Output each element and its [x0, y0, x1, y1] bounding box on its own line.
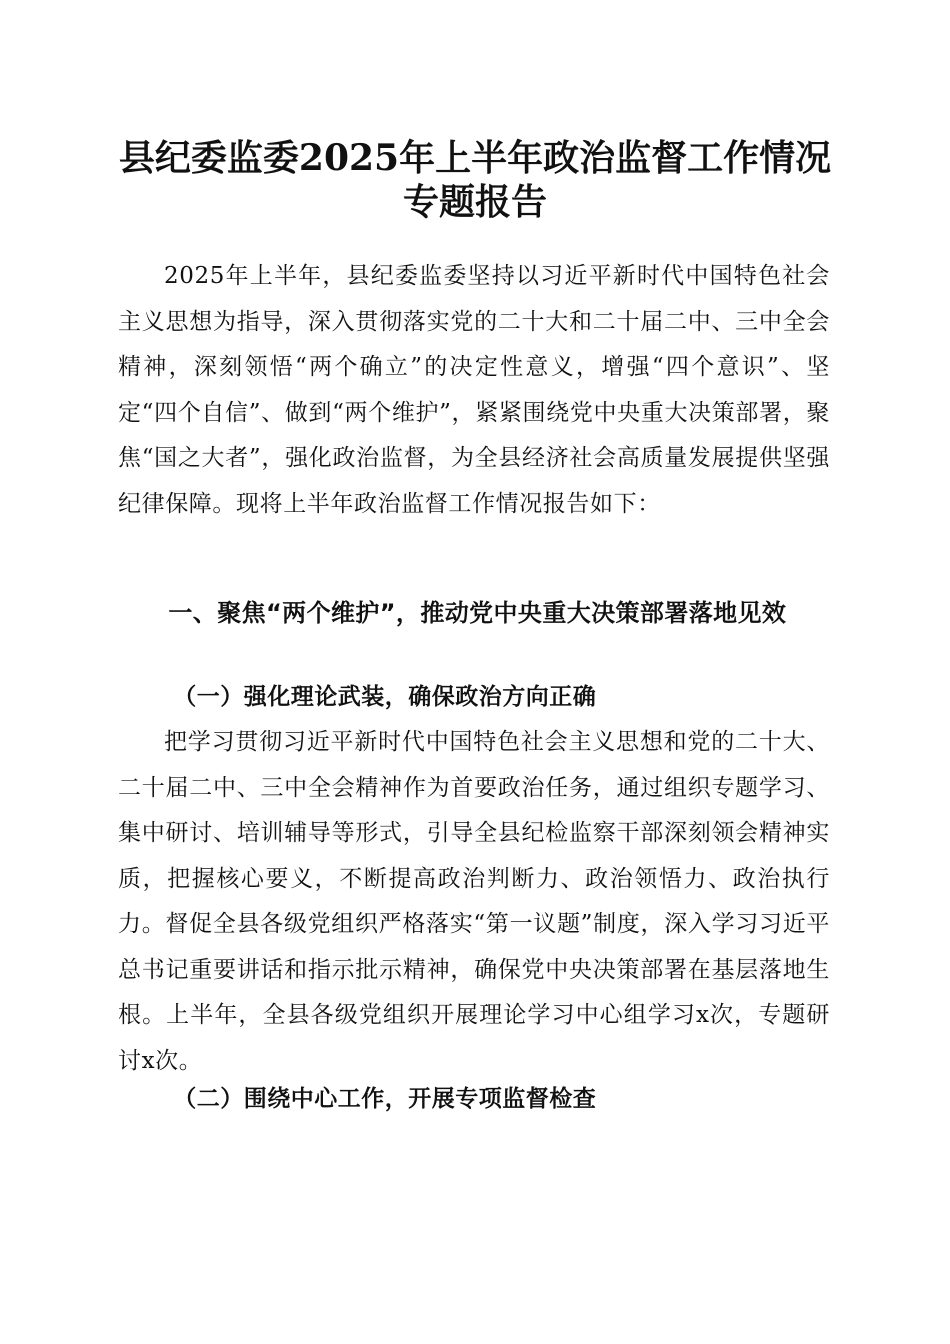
section-1-heading: 一、聚焦“两个维护”，推动党中央重大决策部署落地见效: [168, 599, 787, 627]
subsection-2-heading: （二）围绕中心工作，开展专项监督检查: [173, 1086, 597, 1112]
subsection-1-paragraph: 把学习贯彻习近平新时代中国特色社会主义思想和党的二十大、二十届二中、三中全会精神作为首要政治任务，通过组织专题学习、集中研讨、培训辅导等形式，引导全县纪检监察干部深刻领会精神实质，把握核心要义，不断提高政治判断力、政治领悟力、政治执行力。督促全县各级党组织严格落实“第一议题”制度，深入学习习近平总书记重要讲话和指示批示精神，确保党中央决策部署在基层落地生根。上半年，全县各级党组织开展理论学习中心组学习x次，专题研讨x次。: [118, 729, 830, 1074]
subsection-1-heading: （一）强化理论武装，确保政治方向正确: [173, 684, 597, 710]
intro-paragraph: 2025年上半年，县纪委监委坚持以习近平新时代中国特色社会主义思想为指导，深入贯彻落实党的二十大和二十届二中、三中全会精神，深刻领悟“两个确立”的决定性意义，增强“四个意识”、坚定“四个自信”、做到“两个维护”，紧紧围绕党中央重大决策部署，聚焦“国之大者”，强化政治监督，为全县经济社会高质量发展提供坚强纪律保障。现将上半年政治监督工作情况报告如下：: [118, 263, 830, 517]
document-title-line-2: 专题报告: [402, 181, 547, 223]
document-title-line-1: 县纪委监委2025年上半年政治监督工作情况: [118, 137, 832, 179]
